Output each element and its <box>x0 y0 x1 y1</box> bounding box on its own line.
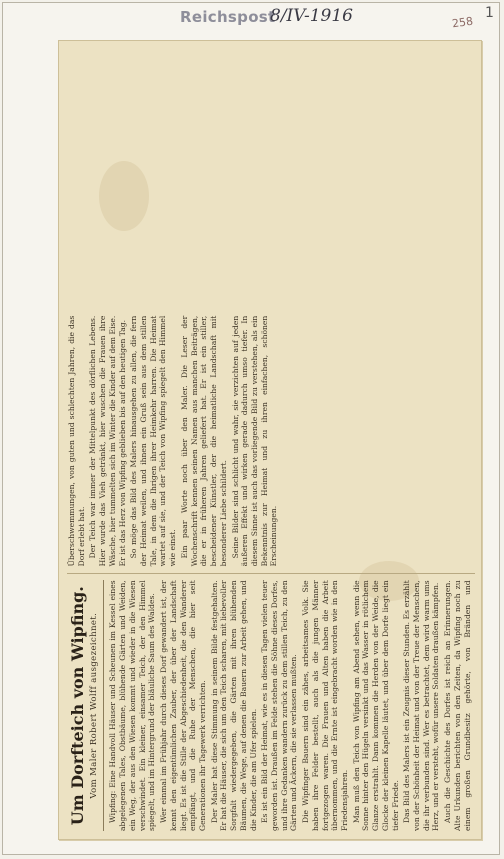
article-paragraph: Das Bild des Malers ist ein Zeugnis dieser Stunden. Es erzählt von der Schönheit der Heimat und von der Treue der Menschen, die ihr verbunden sind. Wer es betrachtet, dem wird warm ums Herz, und er versteht, wofür unsere Soldaten draußen kämpfen. <box>402 580 441 831</box>
article-paragraph: Es ist ein Bild der Heimat, wie es in diesen Tagen vielen teuer geworden ist. Draußen im Felde stehen die Söhne dieses Dorfes, und ihre Gedanken wandern zurück zu dem stillen Teich, zu den Gärten und Äckern, die sie verlassen mußten. <box>260 580 299 831</box>
article-body <box>67 316 475 831</box>
article-paragraph: Ein paar Worte noch über den Maler. Die Leser der Wochenschrift kennen seinen Namen aus manchen Beiträgen, die er in früheren Jahren geliefert hat. Er ist ein stiller, bescheidener Künstler, der die heimatliche Landschaft mit besonderer Liebe schildert. <box>179 315 228 567</box>
archive-number: 258 <box>451 14 474 31</box>
article-paragraph: Man muß den Teich von Wipfing am Abend sehen, wenn die Sonne hinter den Hügeln versinkt und das Wasser in rötlichem Glanze erstrahlt. Dann kommen die Herden von der Weide, die Glocke der kleinen Kapelle läutet, und über dem Dorfe liegt ein tiefer Friede. <box>351 580 400 831</box>
title-rule <box>103 580 104 831</box>
article-paragraph: Wipfing: Eine Handvoll Häuser und Scheunen im Kessel eines abgelegenen Tales, Obstbäume, blühende Gärten und Weiden, ein Weg, der aus den Wiesen kommt und wieder in die Wiesen verschwindet. Ein kleiner, einsamer Teich, der den Himmel spiegelt, und im Hintergrund der bläuliche Saum des Waldes. <box>108 580 157 831</box>
newspaper-clipping <box>58 40 482 840</box>
article-columns <box>67 51 475 831</box>
corner-page-mark: 1 <box>485 5 494 21</box>
article-paragraph: Auch die Geschichte des Dorfes ist reich an Erinnerungen. Alte Urkunden berichten von den Zeiten, da Wipfing noch zu einem großen Grundbesitz gehörte, von Bränden und Überschwemmungen, von guten und schlechten Jahren, die das Dorf erlebt hat. <box>67 315 472 831</box>
article-paragraph: Seine Bilder sind schlicht und wahr, sie verzichten auf jeden äußeren Effekt und wirken gerade dadurch umso tiefer. In diesem Sinne ist auch das vorliegende Bild zu verstehen, als ein Bekenntnis zur Heimat und zu ihren einfachen, schönen Erscheinungen. <box>230 315 279 567</box>
handwritten-date: 8/IV-1916 <box>270 6 353 26</box>
article-paragraph: Die Wipfinger Bauern sind ein zähes, arbeitsames Volk. Sie haben ihre Felder bestellt, auch als die jungen Männer fortgezogen waren. Die Frauen und Alten haben die Arbeit übernommen, und die Ernte ist eingebracht worden wie in den Friedensjahren. <box>301 580 349 831</box>
article-title: Um Dorfteich von Wipfing. <box>68 586 87 826</box>
article-paragraph: So möge das Bild des Malers hinausgehen zu allen, die fern der Heimat weilen, und ihnen ein Gruß sein aus dem stillen Tale, in dem die Ihrigen ihrer Heimkehr harren. Die Heimat wartet auf sie, und der Teich von Wipfing spiegelt den Himmel wie einst. <box>129 315 178 567</box>
article-paragraph: Der Teich war immer der Mittelpunkt des dörflichen Lebens. Hier wurde das Vieh getränkt, hier wuschen die Frauen ihre Wäsche, hier tummelten sich im Winter die Kinder auf dem Eise. Er ist das Herz von Wipfing geblieben bis auf den heutigen Tag. <box>88 315 127 567</box>
article-byline: Vom Maler Robert Wolff ausgezeichnet. <box>88 612 99 799</box>
publication-stamp: Reichspost <box>180 8 276 26</box>
rotated-article <box>59 41 483 841</box>
article-paragraph: Der Maler hat diese Stimmung in seinem Bilde festgehalten. Er hat die Häuser, die sich um den Teich scharen, mit liebevoller Sorgfalt wiedergegeben, die Gärten mit ihren blühenden Bäumen, die Wege, auf denen die Bauern zur Arbeit gehen, und die Kinder, die am Ufer spielen. <box>209 580 258 831</box>
article-paragraph: Wer einmal im Frühjahr durch dieses Dorf gewandert ist, der kennt den eigentümlichen Zauber, der über der Landschaft liegt. Es ist die Stille der Abgeschiedenheit, die den Wanderer empfängt, und die Ruhe der Menschen, die hier seit Generationen ihr Tagewerk verrichten. <box>159 580 207 831</box>
